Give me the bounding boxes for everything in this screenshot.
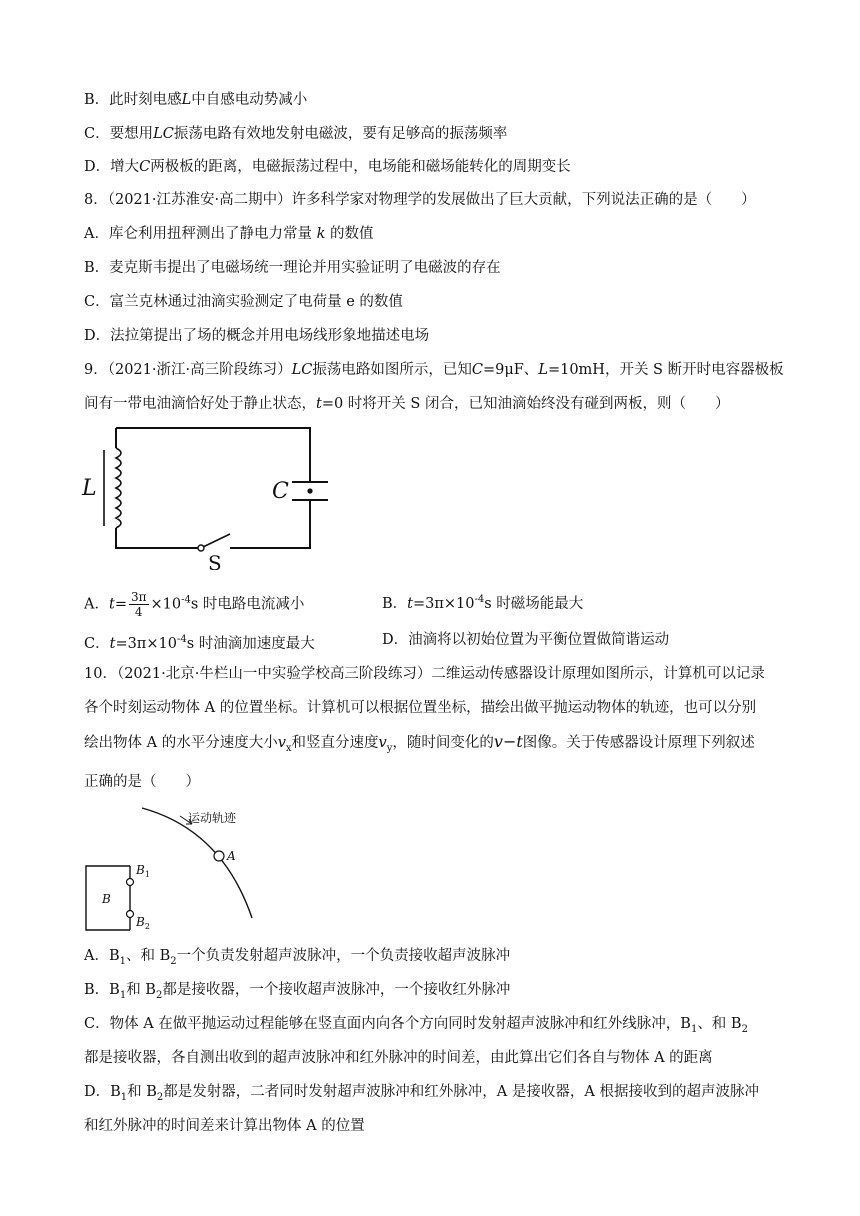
b1-sensor-icon (127, 879, 134, 886)
q7-option-c: C．要想用LC振荡电路有效地发射电磁波，要有足够高的振荡频率 (84, 126, 508, 142)
object-a-icon (214, 851, 224, 861)
q8-option-b: B．麦克斯韦提出了电磁场统一理论并用实验证明了电磁波的存在 (84, 260, 501, 276)
q9-option-c: C．$t=3\pi\times 10^{-4}s$ 时油滴加速度最大 (84, 634, 315, 652)
b1-label: $B_1$ (136, 863, 150, 879)
q10-stem-line4: 正确的是（ ） (84, 774, 200, 790)
q10-stem-line3: 绘出物体 A 的水平分速度大小$v_x$和竖直分速度$v_y$，随时间变化的v−t图像。关于传感器设计原理下列叙述 (84, 732, 755, 754)
q8-stem: 8．（2021·江苏淮安·高二期中）许多科学家对物理学的发展做出了巨大贡献，下列说法正确的是（ ） (84, 192, 756, 208)
inductor-label: L (82, 476, 97, 501)
q8-option-a: A．库仑利用扭秤测出了静电力常量 k 的数值 (84, 226, 374, 242)
q10-stem-line1: 10．（2021·北京·牛栏山一中实验学校高三阶段练习）二维运动传感器设计原理如图所示，计算机可以记录 (84, 666, 765, 682)
q10-option-c-line1: C．物体 A 在做平抛运动过程能够在竖直面内向各个方向同时发射超声波脉冲和红外线脉冲，$B_1$、和 $B_2$ (84, 1016, 748, 1035)
switch-label: S (208, 551, 222, 570)
lc-circuit-figure (80, 420, 340, 570)
q9-stem-line1: 9．（2021·浙江·高三阶段练习）LC振荡电路如图所示，已知C=9μF、L=10mH，开关 S 断开时电容器极板 (84, 362, 784, 378)
q9-option-b: B．$t=3\pi\times 10^{-4}s$ 时磁场能最大 (382, 594, 584, 612)
capacitor-label: C (272, 479, 289, 504)
q8-option-d: D．法拉第提出了场的概念并用电场线形象地描述电场 (84, 328, 430, 344)
q10-option-b: B．$B_1$和 $B_2$都是接收器，一个接收超声波脉冲，一个接收红外脉冲 (84, 982, 511, 1001)
q8-option-c: C．富兰克林通过油滴实验测定了电荷量 e 的数值 (84, 294, 403, 310)
q10-option-a: A．$B_1$、和 $B_2$一个负责发射超声波脉冲，一个负责接收超声波脉冲 (84, 948, 511, 967)
b2-sensor-icon (127, 911, 134, 918)
q10-stem-line2: 各个时刻运动物体 A 的位置坐标。计算机可以根据位置坐标，描绘出做平抛运动物体的轨迹，也可以分别 (84, 700, 757, 716)
q10-option-d-line2: 和红外脉冲的时间差来计算出物体 A 的位置 (84, 1118, 365, 1134)
sensor-figure (82, 800, 282, 940)
q7-option-d: D．增大C两极板的距离，电磁振荡过程中，电场能和磁场能转化的周期变长 (84, 159, 571, 175)
fraction: $\frac{3\pi}{4}$ (130, 590, 147, 619)
q9-stem-line2: 间有一带电油滴恰好处于静止状态，t=0 时将开关 S 闭合，已知油滴始终没有碰到两板，则（ ） (84, 396, 730, 412)
object-a-label: A (227, 849, 236, 863)
trajectory-label: 运动轨迹 (188, 811, 237, 825)
q9-option-d: D．油滴将以初始位置为平衡位置做简谐运动 (382, 632, 670, 648)
b2-label: $B_2$ (136, 915, 150, 931)
q10-option-d-line1: D．$B_1$和 $B_2$都是发射器，二者同时发射超声波脉冲和红外脉冲，A 是接收器，A 根据接收到的超声波脉冲 (84, 1084, 759, 1103)
q9-option-a: A．t= $\frac{3\pi}{4}$ $\times 10^{-4}s$ 时电路电流减小 (84, 590, 305, 619)
box-b-label: B (102, 892, 111, 906)
oil-drop-icon (307, 488, 312, 493)
q10-option-c-line2: 都是接收器，各自测出收到的超声波脉冲和红外脉冲的时间差，由此算出它们各自与物体 A 的距离 (84, 1050, 713, 1066)
q7-option-b: B．此时刻电感L中自感电动势减小 (84, 92, 308, 108)
